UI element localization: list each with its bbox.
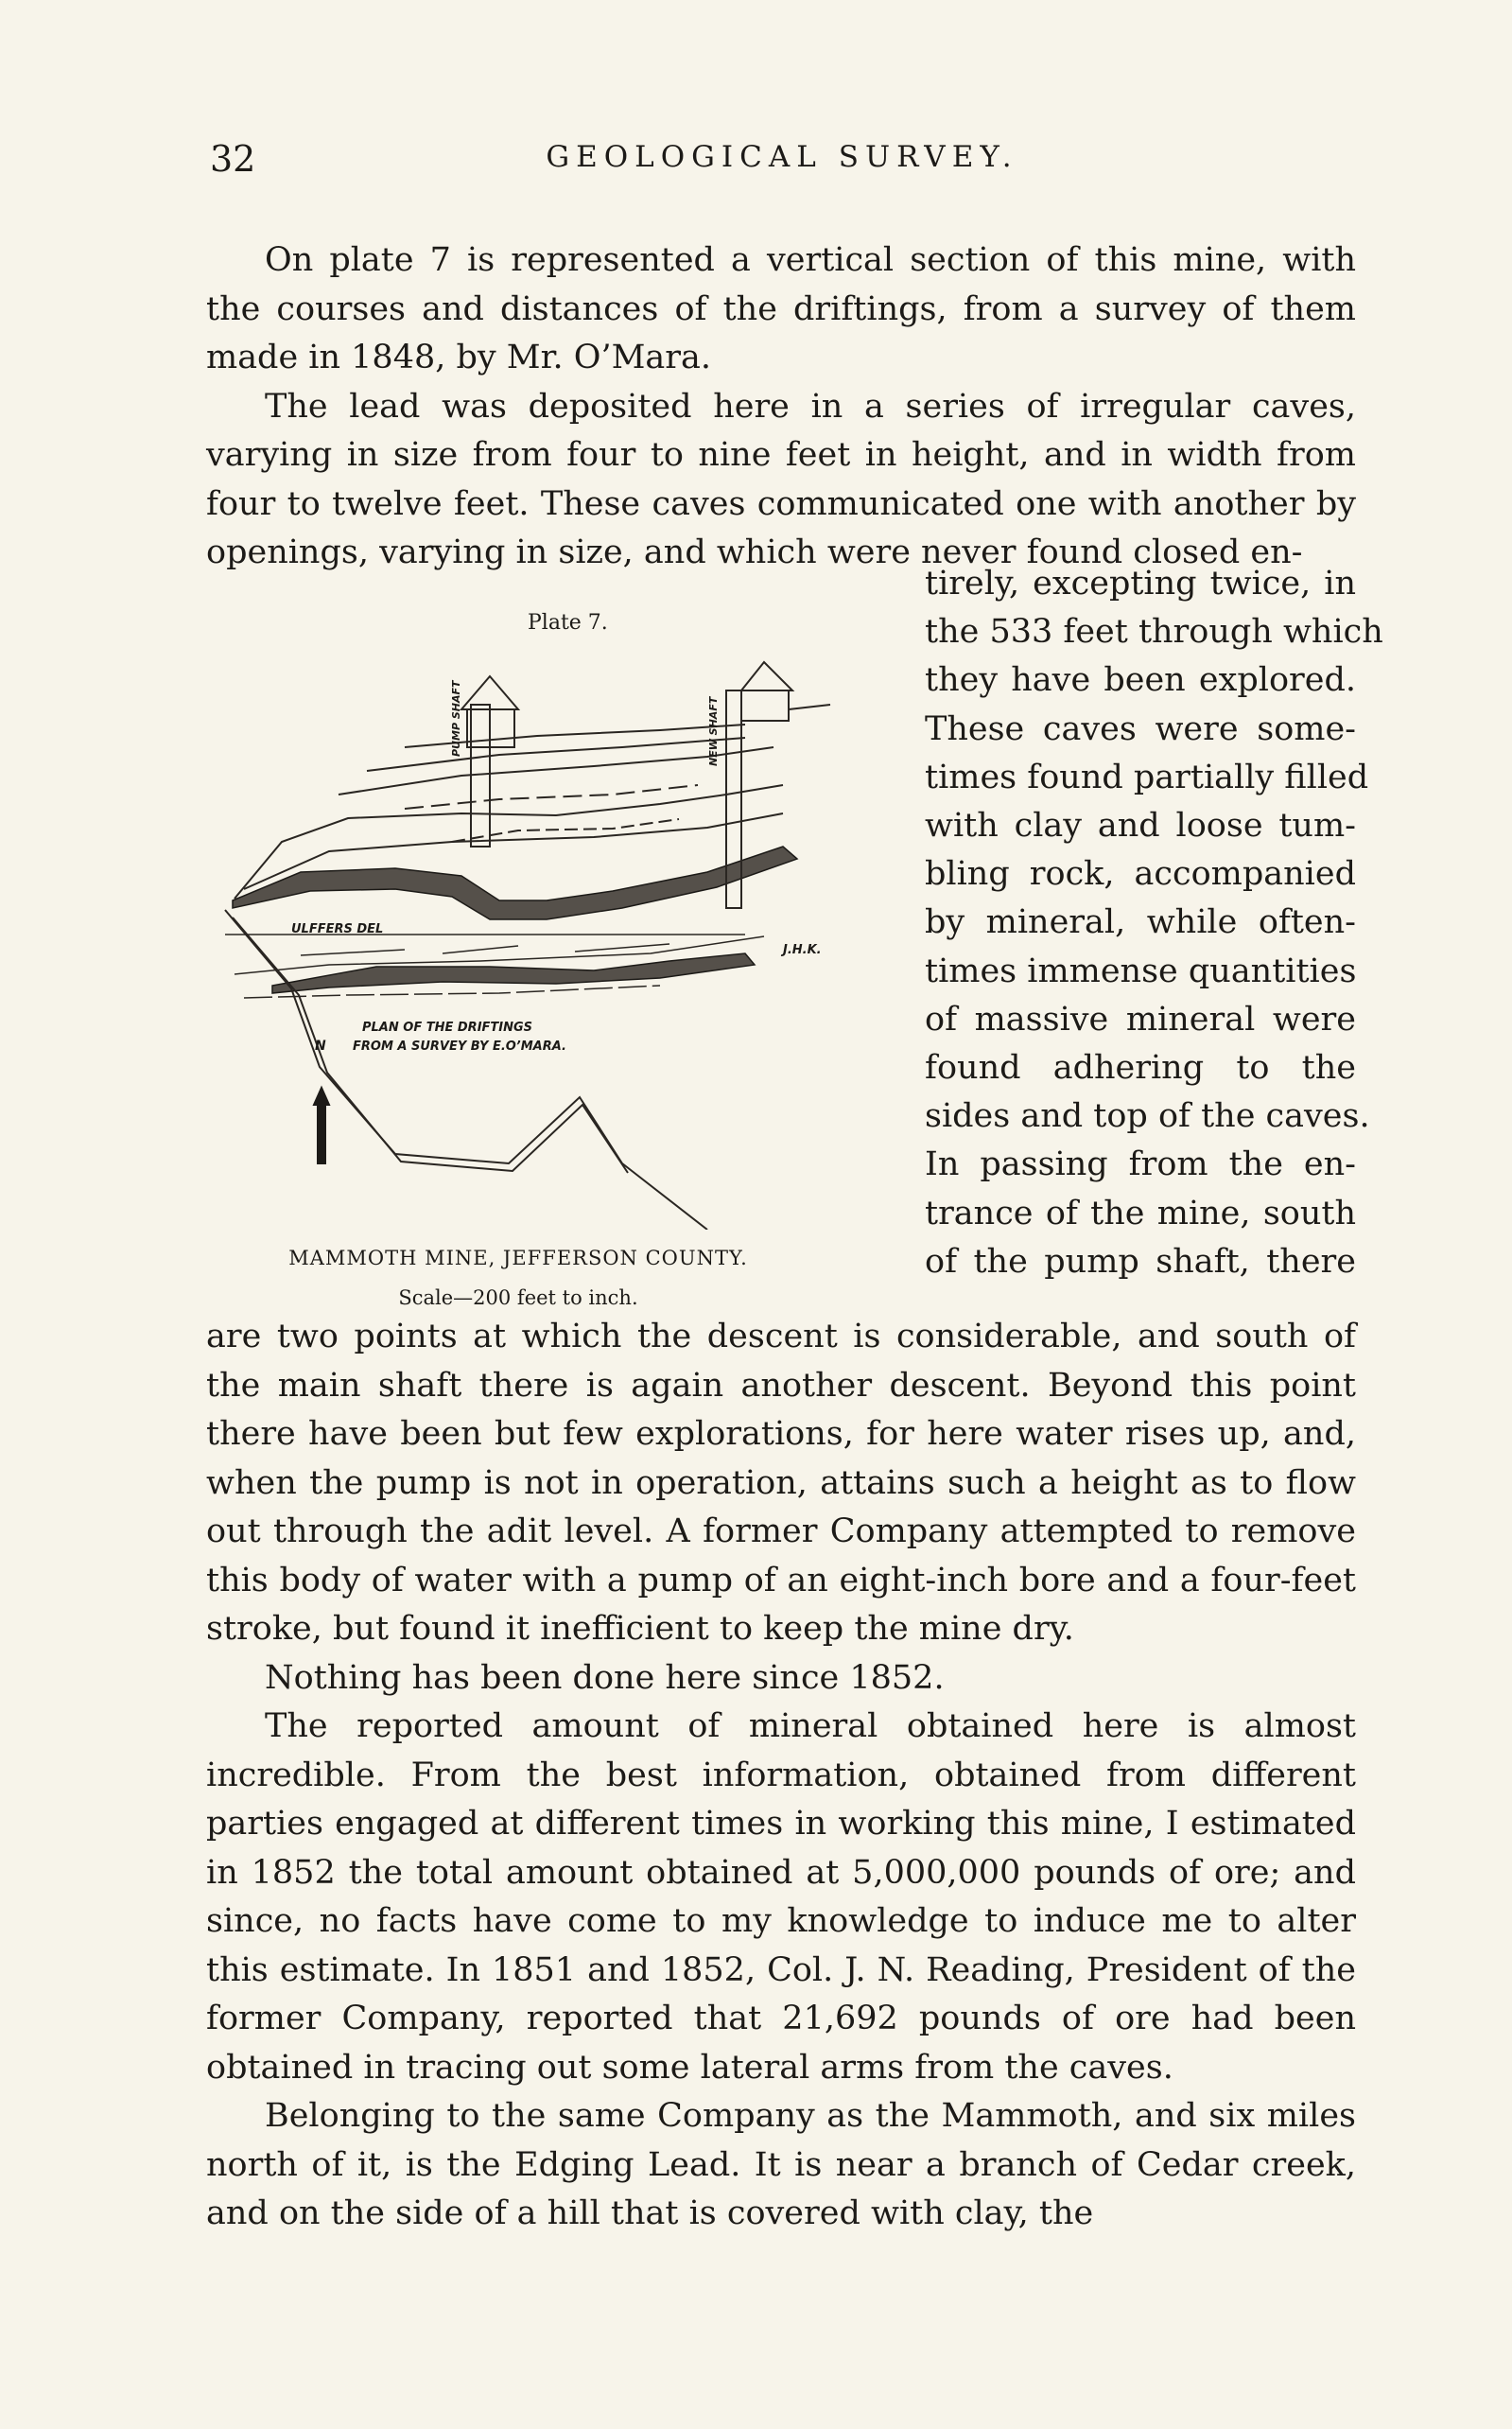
- text-line: tirely, excepting twice, in: [925, 565, 1356, 603]
- mine-section-drawing: [216, 653, 915, 1230]
- running-head: [210, 138, 1354, 185]
- paragraph: Nothing has been done here since 1852.: [265, 1658, 945, 1697]
- paragraph: Belonging to the same Company as the Mammoth, and six miles north of it, is the Edging Lead. It is near a branch of Cedar creek, and on the side of a hill that is covered with clay, the: [206, 2097, 1356, 2232]
- new-shaft-label: NEW SHAFT: [707, 696, 720, 766]
- text-line: In passing from the en-: [925, 1145, 1356, 1184]
- text-line: the 533 feet through which: [925, 613, 1383, 652]
- north-label: N: [315, 1039, 326, 1054]
- plan-label-line2: FROM A SURVEY BY E.O’MARA.: [353, 1040, 566, 1054]
- plate-label: Plate 7.: [528, 611, 608, 635]
- paragraph: The lead was deposited here in a series of irregular caves, varying in size from four to nine feet in height, and in width from four to twelve feet. These caves communicated one with another by openings, varying in size, and which were never found closed en-: [206, 387, 1356, 571]
- paragraph: are two points at which the descent is considerable, and south of the main shaft there is again another descent. Beyond this point there have been but few explorations, for here water rises up, and, when the pump is not in operation, attains such a height as to flow out through the adit level. A former Company attempted to remove this body of water with a pump of an eight-inch bore and a four-feet stroke, but found it inefficient to keep the mine dry.: [206, 1318, 1356, 1648]
- engraver-left-label: ULFFERS DEL: [291, 922, 384, 936]
- ore-cave-band: [233, 847, 797, 993]
- text-line: of the pump shaft, there: [925, 1242, 1356, 1281]
- text-line: bling rock, accompanied: [925, 855, 1356, 894]
- pump-shaft: [461, 676, 518, 847]
- text-line: times immense quantities: [925, 952, 1357, 990]
- text-line: times found partially filled: [925, 758, 1369, 796]
- text-line: found adhering to the: [925, 1049, 1356, 1088]
- text-block-bottom: [206, 1313, 1356, 2239]
- text-line: they have been explored.: [925, 661, 1356, 700]
- text-line: These caves were some-: [925, 709, 1356, 748]
- paragraph: The reported amount of mineral obtained here is almost incredible. From the best information, obtained from different parties engaged at different times in working this mine, I estimated in 1852 the total amount obtained at 5,000,000 pounds of ore; and since, no facts have come to my knowledge to induce me to alter this estimate. In 1851 and 1852, Col. J. N. Reading, President of the former Company, reported that 21,692 pounds of ore had been obtained in tracing out some lateral arms from the caves.: [206, 1707, 1356, 2087]
- drifting-plan-line: [225, 910, 707, 1230]
- page-number: 32: [210, 138, 256, 180]
- text-beside-figure: [925, 560, 1383, 1286]
- engraver-right-label: J.H.K.: [783, 943, 822, 957]
- figure-caption: MAMMOTH MINE, JEFFERSON COUNTY.: [288, 1247, 748, 1269]
- plan-label-line1: PLAN OF THE DRIFTINGS: [362, 1021, 533, 1035]
- text-line: by mineral, while often-: [925, 903, 1356, 942]
- text-line: trance of the mine, south: [925, 1194, 1356, 1232]
- pump-shaft-label: PUMP SHAFT: [450, 680, 462, 757]
- text-line: sides and top of the caves.: [925, 1097, 1370, 1136]
- paragraph: On plate 7 is represented a vertical section of this mine, with the courses and distances of the driftings, from a survey of them made in 1848, by Mr. O’Mara.: [206, 241, 1356, 376]
- north-arrow-icon: [314, 1088, 329, 1163]
- text-block-top: [206, 236, 1356, 578]
- text-line: with clay and loose tum-: [925, 807, 1356, 846]
- figure-plate-7: [216, 568, 915, 1324]
- running-title: GEOLOGICAL SURVEY.: [546, 140, 1018, 174]
- text-line: of massive mineral were: [925, 1000, 1356, 1039]
- figure-scale: Scale—200 feet to inch.: [398, 1286, 638, 1309]
